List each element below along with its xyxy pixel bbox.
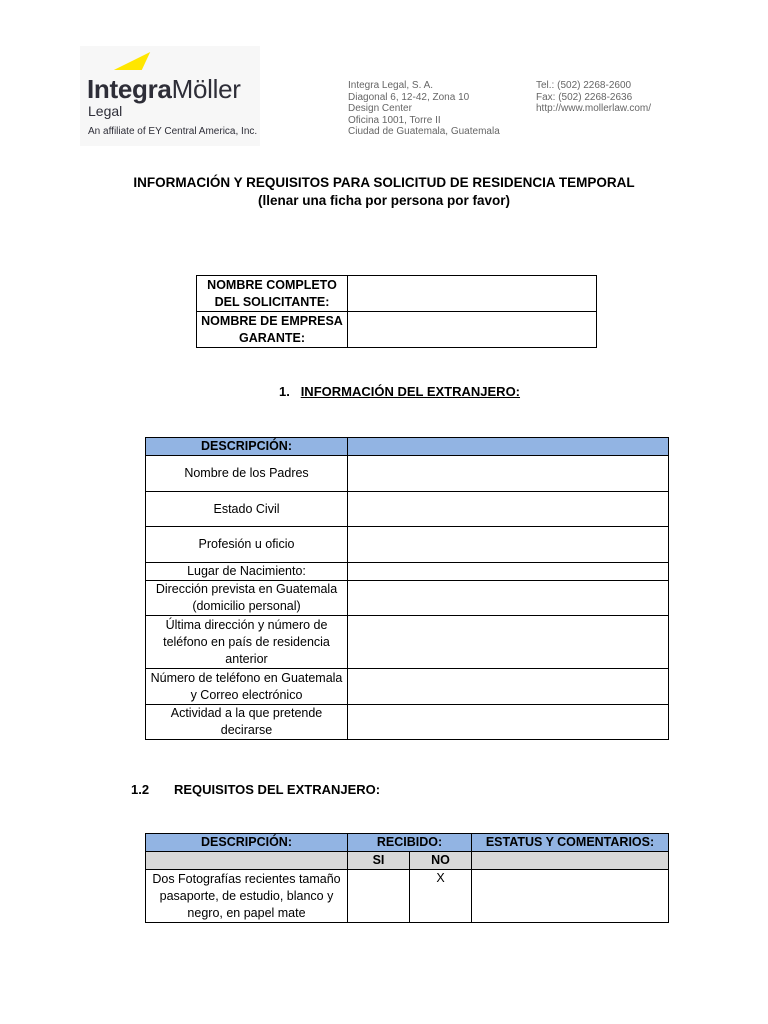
table-row — [197, 276, 597, 312]
subheader-blank — [472, 852, 669, 870]
guarantor-company-field[interactable] — [348, 312, 597, 348]
applicant-table — [196, 275, 597, 348]
table-row — [146, 456, 669, 492]
section1-title: INFORMACIÓN DEL EXTRANJERO: — [300, 384, 521, 399]
table-row — [146, 527, 669, 563]
table-row — [146, 616, 669, 669]
row-label: Estado Civil — [146, 492, 348, 527]
row-value-field[interactable] — [348, 616, 669, 669]
header-description: DESCRIPCIÓN: — [146, 438, 348, 456]
row-label: Número de teléfono en Guatemala y Correo electrónico — [146, 669, 348, 705]
applicant-name-field[interactable] — [348, 276, 597, 312]
subheader-blank — [146, 852, 348, 870]
row-value-field[interactable] — [348, 563, 669, 581]
address-line: Ciudad de Guatemala, Guatemala — [348, 126, 500, 137]
logo-tagline: An affiliate of EY Central America, Inc. — [88, 126, 258, 137]
status-comment-field[interactable] — [472, 870, 669, 923]
section2-heading: REQUISITOS DEL EXTRANJERO: — [174, 782, 381, 797]
received-si-cell[interactable] — [348, 870, 410, 923]
row-label: Dirección prevista en Guatemala (domicilio personal) — [146, 581, 348, 616]
address-line: Design Center — [348, 103, 412, 114]
contact-fax: Fax: (502) 2268-2636 — [536, 91, 633, 103]
table-row — [146, 581, 669, 616]
table-row — [146, 669, 669, 705]
subheader-no: NO — [410, 852, 472, 870]
company-logo — [87, 74, 241, 104]
row-value-field[interactable] — [348, 527, 669, 563]
table-row — [146, 870, 669, 923]
address-line: Oficina 1001, Torre II — [348, 114, 441, 126]
header-status: ESTATUS Y COMENTARIOS: — [472, 834, 669, 852]
foreigner-info-table — [145, 437, 669, 740]
row-value-field[interactable] — [348, 669, 669, 705]
logo-brand-bold: Integra — [87, 74, 172, 104]
table-header-row — [146, 834, 669, 852]
contact-phone: Tel.: (502) 2268-2600 — [536, 80, 632, 91]
table-row — [146, 563, 669, 581]
logo-sub: Legal — [88, 103, 123, 119]
company-contact — [536, 80, 651, 115]
table-header-row — [146, 438, 669, 456]
address-line: Integra Legal, S. A. — [348, 80, 434, 91]
header-received: RECIBIDO: — [348, 834, 472, 852]
row-value-field[interactable] — [348, 581, 669, 616]
row-value-field[interactable] — [348, 456, 669, 492]
table-row — [197, 312, 597, 348]
row-label: Última dirección y número de teléfono en país de residencia anterior — [146, 616, 348, 669]
header-description: DESCRIPCIÓN: — [146, 834, 348, 852]
table-row — [146, 492, 669, 527]
row-label: Nombre de los Padres — [146, 456, 348, 492]
contact-website[interactable]: http://www.mollerlaw.com/ — [536, 103, 652, 114]
section1-heading — [279, 384, 520, 399]
row-label: Lugar de Nacimiento: — [146, 563, 348, 581]
subheader-si: SI — [348, 852, 410, 870]
applicant-name-label: NOMBRE COMPLETO DEL SOLICITANTE: — [197, 276, 348, 312]
guarantor-company-label: NOMBRE DE EMPRESA GARANTE: — [197, 312, 348, 348]
row-label: Profesión u oficio — [146, 527, 348, 563]
section1-number: 1. — [279, 384, 290, 399]
row-label: Actividad a la que pretende decirarse — [146, 705, 348, 740]
section2-number: 1.2 — [131, 782, 150, 797]
row-value-field[interactable] — [348, 705, 669, 740]
address-line: Diagonal 6, 12-42, Zona 10 — [348, 91, 470, 103]
row-value-field[interactable] — [348, 492, 669, 527]
header-value — [348, 438, 669, 456]
company-address — [348, 80, 500, 138]
received-no-cell[interactable]: X — [410, 870, 472, 923]
requirement-label: Dos Fotografías recientes tamaño pasaporte, de estudio, blanco y negro, en papel mate — [146, 870, 348, 923]
document-subtitle: (llenar una ficha por persona por favor) — [257, 193, 511, 208]
document-title: INFORMACIÓN Y REQUISITOS PARA SOLICITUD DE RESIDENCIA TEMPORAL — [133, 175, 635, 190]
table-subheader-row — [146, 852, 669, 870]
table-row — [146, 705, 669, 740]
requirements-table — [145, 833, 669, 923]
logo-brand-light: Möller — [171, 74, 241, 104]
